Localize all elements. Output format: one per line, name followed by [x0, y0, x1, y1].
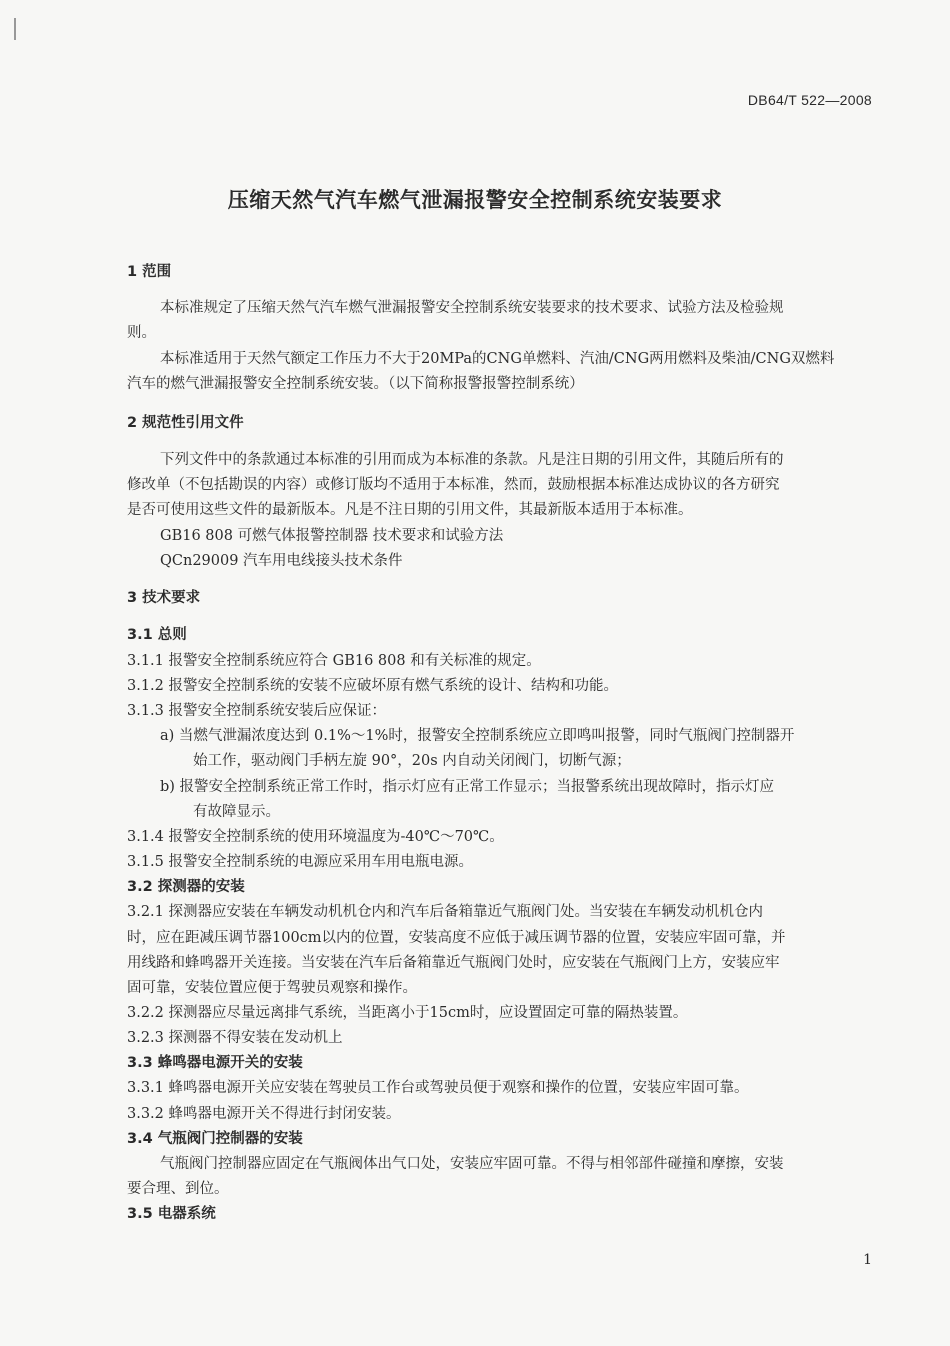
clause-line: 时，应在距减压调节器100cm以内的位置，安装高度不应低于减压调节器的位置，安装应牢固可靠，并 [127, 930, 786, 946]
paragraph-line: 要合理、到位。 [127, 1181, 229, 1197]
page-number: 1 [863, 1252, 872, 1268]
paragraph-line: 是否可使用这些文件的最新版本。凡是不注日期的引用文件，其最新版本适用于本标准。 [127, 502, 693, 518]
list-item-b-continued: 有故障显示。 [193, 804, 280, 820]
clause-line: 3.1.1 报警安全控制系统应符合 GB16 808 和有关标准的规定。 [127, 653, 541, 669]
clause-line: 3.2.2 探测器应尽量远离排气系统，当距离小于15cm时，应设置固定可靠的隔热装置。 [127, 1005, 688, 1021]
section-1-heading: 1 范围 [127, 264, 172, 280]
clause-line: 3.1.2 报警安全控制系统的安装不应破坏原有燃气系统的设计、结构和功能。 [127, 678, 619, 694]
paragraph-line: 气瓶阀门控制器应固定在气瓶阀体出气口处，安装应牢固可靠。不得与相邻部件碰撞和摩擦，安装 [160, 1156, 784, 1172]
paragraph-line: 本标准适用于天然气额定工作压力不大于20MPa的CNG单燃料、汽油/CNG两用燃料及柴油/CNG双燃料 [160, 351, 835, 367]
clause-heading: 3.3 蜂鸣器电源开关的安装 [127, 1055, 303, 1071]
standard-code: DB64/T 522—2008 [747, 92, 872, 108]
section-2-heading: 2 规范性引用文件 [127, 415, 244, 431]
clause-line: 3.1.5 报警安全控制系统的电源应采用车用电瓶电源。 [127, 854, 474, 870]
paragraph-line: 汽车的燃气泄漏报警安全控制系统安装。（以下简称报警报警控制系统） [127, 376, 584, 392]
paragraph-line: 下列文件中的条款通过本标准的引用而成为本标准的条款。凡是注日期的引用文件，其随后所有的 [160, 452, 784, 468]
paragraph-line: 修改单（不包括勘误的内容）或修订版均不适用于本标准，然而，鼓励根据本标准达成协议的各方研究 [127, 477, 780, 493]
clause-line: 3.1.3 报警安全控制系统安装后应保证： [127, 703, 387, 719]
clause-line: 3.1.4 报警安全控制系统的使用环境温度为-40℃～70℃。 [127, 829, 504, 845]
paragraph-line: 则。 [127, 325, 156, 341]
clause-line: 3.3.2 蜂鸣器电源开关不得进行封闭安装。 [127, 1106, 401, 1122]
list-item-b: b) 报警安全控制系统正常工作时，指示灯应有正常工作显示；当报警系统出现故障时，指示灯应 [160, 779, 775, 795]
clause-line: 3.3.1 蜂鸣器电源开关应安装在驾驶员工作台或驾驶员便于观察和操作的位置，安装应牢固可靠。 [127, 1080, 749, 1096]
paragraph-line: 本标准规定了压缩天然气汽车燃气泄漏报警安全控制系统安装要求的技术要求、试验方法及检验规 [160, 300, 784, 316]
document-title: 压缩天然气汽车燃气泄漏报警安全控制系统安装要求 [227, 188, 723, 212]
clause-heading: 3.1 总则 [127, 627, 187, 643]
reference-item: GB16 808 可燃气体报警控制器 技术要求和试验方法 [160, 528, 504, 544]
clause-heading: 3.5 电器系统 [127, 1206, 216, 1222]
margin-mark [14, 18, 16, 40]
clause-heading: 3.4 气瓶阀门控制器的安装 [127, 1131, 303, 1147]
clause-line: 用线路和蜂鸣器开关连接。当安装在汽车后备箱靠近气瓶阀门处时，应安装在气瓶阀门上方，安装应牢 [127, 955, 780, 971]
list-item-a: a) 当燃气泄漏浓度达到 0.1%～1%时，报警安全控制系统应立即鸣叫报警，同时气瓶阀门控制器开 [160, 728, 795, 744]
reference-item: QCn29009 汽车用电线接头技术条件 [160, 553, 403, 569]
clause-line: 固可靠，安装位置应便于驾驶员观察和操作。 [127, 980, 417, 996]
clause-line: 3.2.3 探测器不得安装在发动机上 [127, 1030, 343, 1046]
section-3-heading: 3 技术要求 [127, 590, 201, 606]
list-item-a-continued: 始工作，驱动阀门手柄左旋 90°，20s 内自动关闭阀门，切断气源； [193, 753, 631, 769]
clause-line: 3.2.1 探测器应安装在车辆发动机机仓内和汽车后备箱靠近气瓶阀门处。当安装在车辆发动机机仓内 [127, 904, 763, 920]
clause-heading: 3.2 探测器的安装 [127, 879, 245, 895]
